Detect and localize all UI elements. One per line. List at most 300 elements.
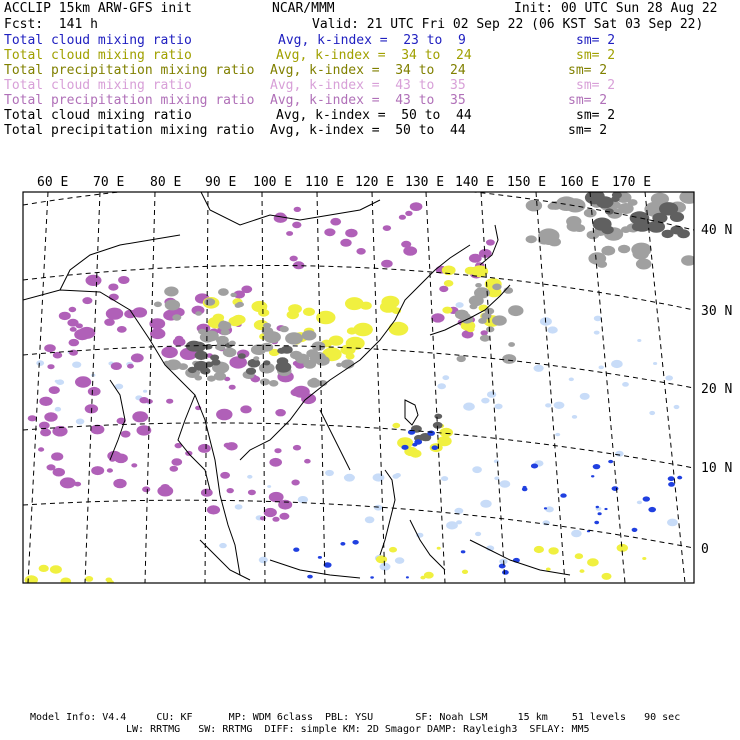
low-cloud-patch: [352, 540, 358, 545]
mid-cloud-patch: [462, 570, 468, 574]
upper-cloud-patch: [205, 344, 213, 350]
field-name: Total cloud mixing ratio: [4, 33, 192, 48]
light-cloud-patch: [569, 378, 574, 382]
coastline: [320, 410, 350, 470]
mid-cloud-patch: [389, 547, 397, 553]
high-cloud-patch: [157, 486, 173, 497]
field-avg-range: Avg, k-index = 43 to 35: [270, 93, 466, 108]
light-cloud-patch: [594, 316, 602, 322]
high-cloud-patch: [292, 222, 301, 229]
light-cloud-patch: [72, 362, 81, 368]
upper-cloud-patch: [164, 287, 178, 297]
high-cloud-patch: [290, 256, 298, 262]
low-cloud-patch: [427, 431, 435, 436]
mid-cloud-patch: [424, 572, 434, 579]
high-cloud-patch: [109, 294, 119, 301]
upper-cloud-patch: [508, 305, 523, 316]
high-cloud-patch: [166, 399, 173, 404]
mid-cloud-patch: [442, 307, 452, 314]
low-cloud-patch: [522, 487, 528, 491]
valid-time: Valid: 21 UTC Fri 02 Sep 22 (06 KST Sat 03 Sep 22): [312, 17, 704, 32]
light-cloud-patch: [55, 380, 59, 383]
upper-cloud-patch: [341, 359, 354, 368]
light-cloud-patch: [441, 476, 448, 481]
light-cloud-patch: [487, 391, 496, 398]
meridian-line: [205, 192, 208, 583]
low-cloud-patch: [608, 460, 613, 463]
field-name: Total precipitation mixing ratio: [4, 123, 255, 138]
high-cloud-patch: [69, 339, 80, 346]
field-name: Total precipitation mixing ratio: [4, 63, 255, 78]
upper-cloud-patch: [269, 380, 278, 387]
longitude-label: 100 E: [253, 175, 293, 190]
model-title: ACCLIP 15km ARW-GFS init: [4, 1, 192, 16]
high-cloud-patch: [40, 429, 51, 437]
upper-cloud-patch: [230, 293, 236, 297]
low-cloud-patch: [677, 476, 682, 480]
mid-cloud-patch: [602, 573, 612, 580]
upper-cloud-patch: [480, 335, 490, 342]
low-cloud-patch: [432, 445, 439, 450]
upper-cloud-patch: [280, 326, 289, 332]
low-cloud-patch: [648, 507, 656, 512]
high-cloud-patch: [69, 307, 77, 312]
longitude-label: 150 E: [507, 175, 547, 190]
mid-cloud-patch: [106, 578, 113, 583]
upper-cloud-patch: [475, 283, 482, 288]
upper-cloud-patch: [596, 196, 613, 208]
high-cloud-patch: [224, 443, 231, 448]
parallel-line: [23, 345, 694, 388]
high-cloud-patch: [216, 409, 232, 421]
field-smoothing: sm= 2: [568, 93, 608, 108]
light-cloud-patch: [247, 475, 252, 479]
light-cloud-patch: [554, 402, 565, 409]
high-cloud-patch: [229, 385, 236, 390]
mid-cloud-patch: [39, 565, 49, 572]
low-cloud-patch: [604, 508, 607, 510]
high-cloud-patch: [275, 409, 286, 416]
low-cloud-patch: [596, 506, 599, 508]
light-cloud-patch: [475, 532, 481, 536]
meridian-line: [262, 192, 265, 583]
light-cloud-patch: [572, 415, 577, 419]
light-cloud-patch: [494, 460, 499, 464]
low-cloud-patch: [401, 445, 408, 450]
upper-cloud-patch: [541, 233, 558, 245]
light-cloud-patch: [259, 557, 268, 564]
high-cloud-patch: [88, 387, 101, 396]
upper-cloud-patch: [236, 302, 244, 307]
upper-cloud-patch: [246, 368, 256, 375]
high-cloud-patch: [330, 218, 341, 226]
upper-cloud-patch: [621, 226, 631, 233]
light-cloud-patch: [594, 331, 600, 335]
upper-cloud-patch: [195, 311, 202, 316]
low-cloud-patch: [293, 548, 299, 552]
field-avg-range: Avg, k-index = 23 to 9: [278, 33, 466, 48]
mid-cloud-patch: [213, 314, 224, 322]
upper-cloud-patch: [303, 360, 316, 369]
upper-cloud-patch: [597, 261, 607, 268]
upper-cloud-patch: [165, 300, 180, 311]
mid-cloud-patch: [392, 423, 400, 428]
high-cloud-patch: [269, 458, 282, 467]
field-avg-range: Avg, k-index = 34 to 24: [270, 63, 466, 78]
mid-cloud-patch: [232, 315, 246, 325]
light-cloud-patch: [615, 451, 623, 457]
longitude-label: 70 E: [93, 175, 125, 190]
high-cloud-patch: [142, 486, 150, 492]
longitude-label: 160 E: [560, 175, 600, 190]
high-cloud-patch: [274, 448, 281, 453]
high-cloud-patch: [340, 239, 351, 247]
mid-cloud-patch: [376, 556, 387, 564]
light-cloud-patch: [481, 398, 489, 404]
high-cloud-patch: [291, 480, 299, 486]
high-cloud-patch: [294, 207, 301, 212]
high-cloud-patch: [75, 376, 91, 387]
upper-cloud-patch: [195, 351, 208, 360]
high-cloud-patch: [47, 364, 54, 369]
light-cloud-patch: [143, 390, 147, 393]
field-smoothing: sm= 2: [568, 63, 608, 78]
upper-cloud-patch: [253, 356, 259, 360]
parallel-line: [23, 500, 694, 548]
upper-cloud-patch: [584, 209, 597, 218]
upper-cloud-patch: [154, 302, 162, 308]
light-cloud-patch: [495, 404, 503, 410]
low-cloud-patch: [370, 576, 374, 578]
high-cloud-patch: [356, 248, 365, 255]
upper-cloud-patch: [285, 332, 303, 344]
high-cloud-patch: [383, 225, 391, 231]
high-cloud-patch: [59, 312, 71, 320]
light-cloud-patch: [437, 383, 446, 389]
high-cloud-patch: [278, 500, 292, 510]
mid-cloud-patch: [439, 428, 453, 437]
mid-cloud-patch: [534, 546, 544, 553]
high-cloud-patch: [60, 477, 76, 488]
light-cloud-patch: [325, 470, 334, 476]
meridian-line: [536, 192, 565, 583]
high-cloud-patch: [86, 275, 102, 286]
low-cloud-patch: [612, 486, 619, 491]
light-cloud-patch: [500, 480, 511, 488]
light-cloud-patch: [480, 500, 491, 508]
meridian-line: [28, 192, 48, 583]
high-cloud-patch: [439, 286, 448, 292]
low-cloud-patch: [340, 542, 345, 546]
light-cloud-patch: [344, 474, 355, 482]
high-cloud-patch: [286, 231, 293, 236]
field-smoothing: sm= 2: [576, 48, 616, 63]
upper-cloud-patch: [633, 248, 649, 259]
low-cloud-patch: [668, 476, 675, 481]
low-cloud-patch: [307, 575, 313, 579]
high-cloud-patch: [324, 228, 335, 236]
light-cloud-patch: [235, 504, 243, 509]
light-cloud-patch: [463, 403, 475, 411]
mid-cloud-patch: [61, 578, 72, 585]
high-cloud-patch: [127, 364, 134, 369]
upper-cloud-patch: [526, 235, 537, 243]
meridian-line: [645, 192, 685, 583]
upper-cloud-patch: [492, 315, 507, 325]
low-cloud-patch: [544, 507, 547, 509]
mid-cloud-patch: [12, 572, 23, 580]
high-cloud-patch: [76, 323, 83, 328]
upper-cloud-patch: [311, 378, 318, 383]
mid-cloud-patch: [324, 314, 333, 320]
upper-cloud-patch: [502, 354, 516, 364]
longitude-label: 120 E: [355, 175, 395, 190]
high-cloud-patch: [90, 425, 104, 435]
longitude-label: 80 E: [150, 175, 182, 190]
upper-cloud-patch: [276, 362, 292, 373]
upper-cloud-patch: [508, 342, 515, 347]
high-cloud-patch: [69, 350, 78, 356]
high-cloud-patch: [161, 347, 178, 359]
latitude-label: 30 N: [701, 304, 733, 319]
upper-cloud-patch: [434, 414, 442, 419]
upper-cloud-patch: [526, 200, 542, 212]
light-cloud-patch: [298, 496, 308, 503]
upper-cloud-patch: [219, 321, 228, 328]
latitude-label: 20 N: [701, 382, 733, 397]
coastline: [200, 190, 380, 225]
upper-cloud-patch: [470, 304, 478, 310]
light-cloud-patch: [599, 366, 604, 370]
mid-cloud-patch: [444, 280, 454, 287]
field-smoothing: sm= 2: [576, 78, 616, 93]
field-name: Total cloud mixing ratio: [4, 108, 192, 123]
upper-cloud-patch: [251, 344, 266, 355]
low-cloud-patch: [406, 576, 409, 578]
low-cloud-patch: [598, 512, 602, 515]
upper-cloud-patch: [218, 288, 229, 296]
high-cloud-patch: [51, 452, 63, 460]
high-cloud-patch: [47, 464, 56, 470]
low-cloud-patch: [412, 443, 417, 447]
coastline: [270, 560, 360, 578]
mid-cloud-patch: [642, 557, 646, 560]
upper-cloud-patch: [178, 363, 188, 370]
light-cloud-patch: [365, 516, 375, 523]
low-cloud-patch: [632, 528, 638, 532]
light-cloud-patch: [456, 520, 462, 524]
light-cloud-patch: [637, 501, 642, 505]
light-cloud-patch: [76, 419, 85, 425]
mid-cloud-patch: [340, 345, 355, 356]
light-cloud-patch: [456, 302, 464, 308]
light-cloud-patch: [267, 485, 271, 488]
high-cloud-patch: [106, 308, 123, 320]
upper-cloud-patch: [290, 351, 302, 360]
upper-cloud-patch: [670, 226, 683, 235]
coastline: [380, 470, 395, 555]
upper-cloud-patch: [612, 192, 622, 199]
high-cloud-patch: [28, 415, 37, 421]
light-cloud-patch: [55, 407, 61, 412]
low-cloud-patch: [502, 570, 509, 575]
high-cloud-patch: [171, 458, 182, 466]
field-smoothing: sm= 2: [576, 108, 616, 123]
mid-cloud-patch: [546, 568, 551, 571]
mid-cloud-patch: [587, 558, 599, 566]
high-cloud-patch: [131, 463, 137, 467]
mid-cloud-patch: [575, 553, 583, 559]
upper-cloud-patch: [216, 336, 229, 345]
mid-cloud-patch: [437, 547, 441, 550]
high-cloud-patch: [241, 286, 252, 294]
light-cloud-patch: [571, 530, 582, 537]
high-cloud-patch: [304, 459, 311, 464]
high-cloud-patch: [293, 386, 310, 398]
high-cloud-patch: [345, 229, 357, 238]
upper-cloud-patch: [486, 326, 494, 332]
meridian-line: [372, 192, 385, 583]
high-cloud-patch: [139, 397, 148, 403]
low-cloud-patch: [591, 475, 594, 477]
mid-cloud-patch: [288, 304, 302, 314]
light-cloud-patch: [36, 360, 44, 366]
high-cloud-patch: [150, 328, 165, 339]
upper-cloud-patch: [200, 367, 210, 374]
high-cloud-patch: [108, 284, 118, 291]
field-smoothing: sm= 2: [576, 33, 616, 48]
high-cloud-patch: [49, 386, 60, 394]
high-cloud-patch: [399, 215, 406, 220]
forecast-hour: Fcst: 141 h: [4, 17, 98, 32]
light-cloud-patch: [637, 339, 641, 342]
light-cloud-patch: [472, 466, 482, 473]
mid-cloud-patch: [353, 323, 372, 337]
high-cloud-patch: [207, 505, 220, 514]
upper-cloud-patch: [628, 199, 638, 206]
upper-cloud-patch: [574, 224, 585, 232]
high-cloud-patch: [121, 431, 131, 438]
light-cloud-patch: [380, 563, 391, 571]
high-cloud-patch: [405, 211, 412, 216]
upper-cloud-patch: [601, 225, 613, 234]
mid-cloud-patch: [389, 322, 409, 336]
high-cloud-patch: [170, 466, 179, 472]
light-cloud-patch: [547, 326, 557, 333]
light-cloud-patch: [667, 519, 678, 527]
latitude-label: 40 N: [701, 223, 733, 238]
field-avg-range: Avg, k-index = 34 to 24: [276, 48, 472, 63]
light-cloud-patch: [374, 505, 382, 511]
high-cloud-patch: [227, 488, 234, 493]
upper-cloud-patch: [281, 346, 293, 354]
meridian-line: [481, 192, 505, 583]
low-cloud-patch: [643, 496, 650, 501]
model-info-line-2: LW: RRTMG SW: RRTMG DIFF: simple KM: 2D Smagor DAMP: Rayleigh3 SFLAY: MM5: [126, 724, 590, 735]
upper-cloud-patch: [636, 259, 652, 270]
high-cloud-patch: [118, 276, 129, 284]
high-cloud-patch: [132, 411, 148, 422]
model-info-line-1: Model Info: V4.4 CU: KF MP: WDM 6class PBL: YSU SF: Noah LSM 15 km 51 levels 90 sec: [30, 712, 681, 723]
longitude-label: 170 E: [612, 175, 652, 190]
center-name: NCAR/MMM: [272, 1, 335, 16]
upper-cloud-patch: [263, 360, 270, 365]
high-cloud-patch: [111, 362, 122, 370]
high-cloud-patch: [173, 338, 186, 347]
high-cloud-patch: [131, 353, 144, 362]
low-cloud-patch: [668, 482, 675, 487]
high-cloud-patch: [44, 412, 57, 421]
high-cloud-patch: [274, 214, 288, 223]
high-cloud-patch: [39, 397, 52, 406]
coastline: [405, 400, 418, 425]
mid-cloud-patch: [580, 569, 585, 573]
upper-cloud-patch: [302, 330, 317, 340]
high-cloud-patch: [293, 445, 301, 451]
light-cloud-patch: [649, 411, 655, 415]
light-cloud-patch: [665, 375, 673, 380]
mid-cloud-patch: [252, 301, 268, 312]
high-cloud-patch: [117, 326, 127, 333]
high-cloud-patch: [78, 327, 95, 339]
light-cloud-patch: [545, 403, 551, 407]
high-cloud-patch: [44, 344, 56, 352]
low-cloud-patch: [499, 564, 506, 569]
high-cloud-patch: [248, 490, 256, 496]
low-cloud-patch: [593, 464, 601, 469]
high-cloud-patch: [431, 313, 444, 322]
upper-cloud-patch: [248, 359, 261, 368]
high-cloud-patch: [410, 202, 423, 211]
field-name: Total cloud mixing ratio: [4, 48, 192, 63]
high-cloud-patch: [469, 254, 482, 263]
high-cloud-patch: [240, 405, 251, 413]
mid-cloud-patch: [380, 301, 397, 313]
upper-cloud-patch: [238, 353, 246, 359]
high-cloud-patch: [486, 239, 495, 245]
upper-cloud-patch: [210, 355, 219, 361]
light-cloud-patch: [580, 393, 590, 400]
field-smoothing: sm= 2: [568, 123, 608, 138]
mid-cloud-patch: [85, 576, 93, 582]
high-cloud-patch: [198, 444, 211, 453]
upper-cloud-patch: [191, 342, 206, 352]
init-time: Init: 00 UTC Sun 28 Aug 22: [514, 1, 718, 16]
light-cloud-patch: [373, 473, 385, 481]
upper-cloud-patch: [670, 212, 684, 222]
meridian-line: [145, 192, 155, 583]
upper-cloud-patch: [492, 284, 501, 291]
light-cloud-patch: [555, 433, 560, 436]
longitude-label: 130 E: [405, 175, 445, 190]
upper-cloud-patch: [601, 246, 615, 256]
longitude-label: 140 E: [455, 175, 495, 190]
mid-cloud-patch: [0, 571, 9, 581]
high-cloud-patch: [279, 513, 289, 520]
high-cloud-patch: [220, 472, 230, 479]
mid-cloud-patch: [50, 565, 62, 573]
upper-cloud-patch: [204, 298, 215, 306]
high-cloud-patch: [272, 517, 279, 522]
high-cloud-patch: [403, 246, 417, 256]
low-cloud-patch: [531, 464, 538, 469]
light-cloud-patch: [653, 362, 657, 365]
high-cloud-patch: [201, 489, 213, 497]
longitude-label: 60 E: [37, 175, 69, 190]
light-cloud-patch: [545, 506, 554, 512]
high-cloud-patch: [107, 468, 113, 472]
map-content: [0, 183, 699, 585]
